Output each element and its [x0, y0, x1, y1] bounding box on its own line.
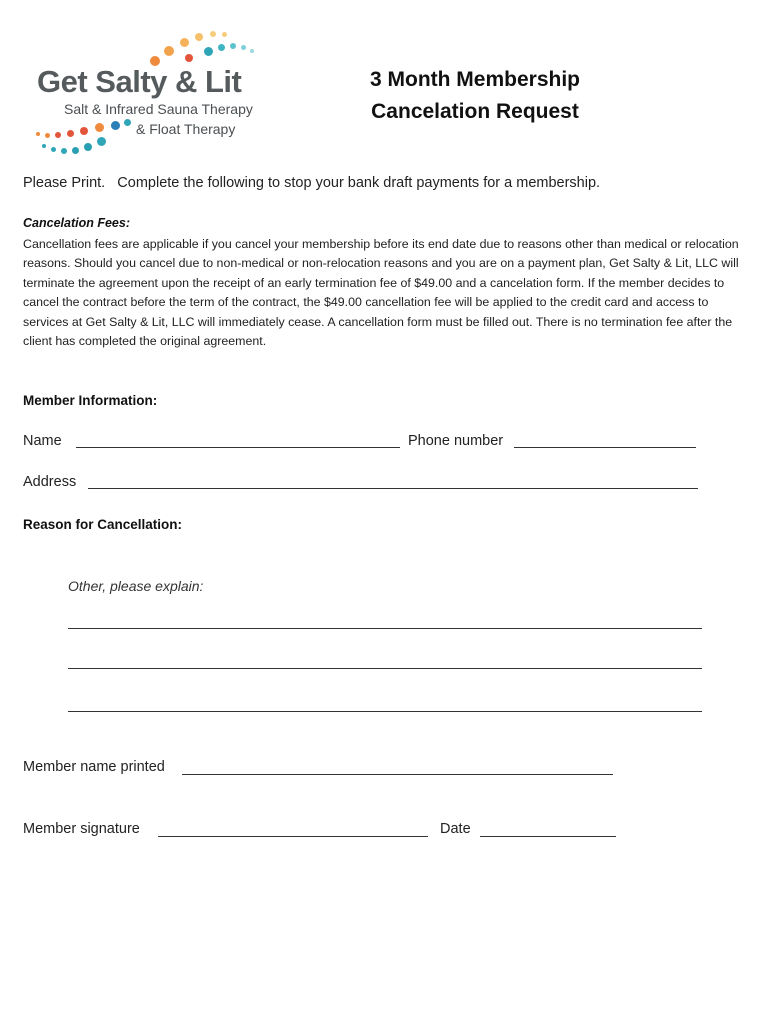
- logo-dot: [124, 119, 131, 126]
- logo-dot: [241, 45, 246, 50]
- phone-label: Phone number: [408, 433, 504, 449]
- member-name-printed-line[interactable]: [182, 774, 613, 775]
- logo: [20, 28, 260, 168]
- logo-dot: [222, 32, 227, 37]
- logo-dot: [97, 137, 106, 146]
- name-label: Name: [23, 433, 62, 449]
- logo-subtitle-line1: Salt & Infrared Sauna Therapy: [64, 101, 253, 117]
- member-name-printed-label: Member name printed: [23, 759, 165, 775]
- logo-dot: [111, 121, 120, 130]
- logo-dot: [55, 132, 61, 138]
- reason-heading: Reason for Cancellation:: [23, 517, 183, 532]
- logo-dot: [185, 54, 193, 62]
- fees-heading: Cancelation Fees:: [23, 216, 130, 230]
- address-field-line[interactable]: [88, 488, 698, 489]
- intro-text: Please Print. Complete the following to stop your bank draft payments for a membership.: [23, 175, 601, 191]
- logo-dot: [164, 46, 174, 56]
- logo-dot: [80, 127, 88, 135]
- address-label: Address: [23, 474, 77, 490]
- logo-name: Get Salty & Lit: [37, 64, 242, 99]
- logo-dot: [218, 44, 225, 51]
- logo-dot: [51, 147, 56, 152]
- date-label: Date: [440, 821, 471, 837]
- member-signature-label: Member signature: [23, 821, 140, 837]
- title-line2: Cancelation Request: [371, 100, 579, 123]
- logo-dot: [95, 123, 104, 132]
- phone-field-line[interactable]: [514, 447, 696, 448]
- logo-dot: [45, 133, 50, 138]
- logo-dot: [210, 31, 216, 37]
- logo-dot: [42, 144, 46, 148]
- logo-dot: [61, 148, 67, 154]
- other-explain-label: Other, please explain:: [68, 578, 204, 594]
- logo-dot: [250, 49, 254, 53]
- logo-dot: [180, 38, 189, 47]
- name-field-line[interactable]: [76, 447, 400, 448]
- explain-line-3[interactable]: [68, 711, 702, 712]
- title-line1: 3 Month Membership: [369, 68, 580, 91]
- logo-dot: [204, 47, 213, 56]
- fees-body: Cancellation fees are applicable if you cancel your membership before its end date due to reasons other than medical or relocation reasons. Should you cancel due to non-medical or non-relocation reasons and you are on a payment plan, Get Salty & Lit, LLC will terminate the agreement upon the receipt of an early termination fee of $49.00 and a cancelation form. If the member decides to cancel the contract before the term of the contract, the $49.00 cancellation fee will be applied to the credit card and access to services at Get Salty & Lit, LLC will immediately cease. A cancellation form must be filled out. There is no termination fee after the client has completed the original agreement.: [23, 237, 739, 349]
- logo-dot: [84, 143, 92, 151]
- date-line[interactable]: [480, 836, 616, 837]
- logo-dot: [36, 132, 40, 136]
- member-info-heading: Member Information:: [23, 393, 158, 408]
- logo-dot: [230, 43, 236, 49]
- explain-line-2[interactable]: [68, 668, 702, 669]
- logo-dot: [72, 147, 79, 154]
- document-title: [330, 64, 620, 128]
- logo-dot: [195, 33, 203, 41]
- explain-line-1[interactable]: [68, 628, 702, 629]
- logo-subtitle-line2: & Float Therapy: [136, 121, 236, 137]
- member-signature-line[interactable]: [158, 836, 428, 837]
- logo-dot: [67, 130, 74, 137]
